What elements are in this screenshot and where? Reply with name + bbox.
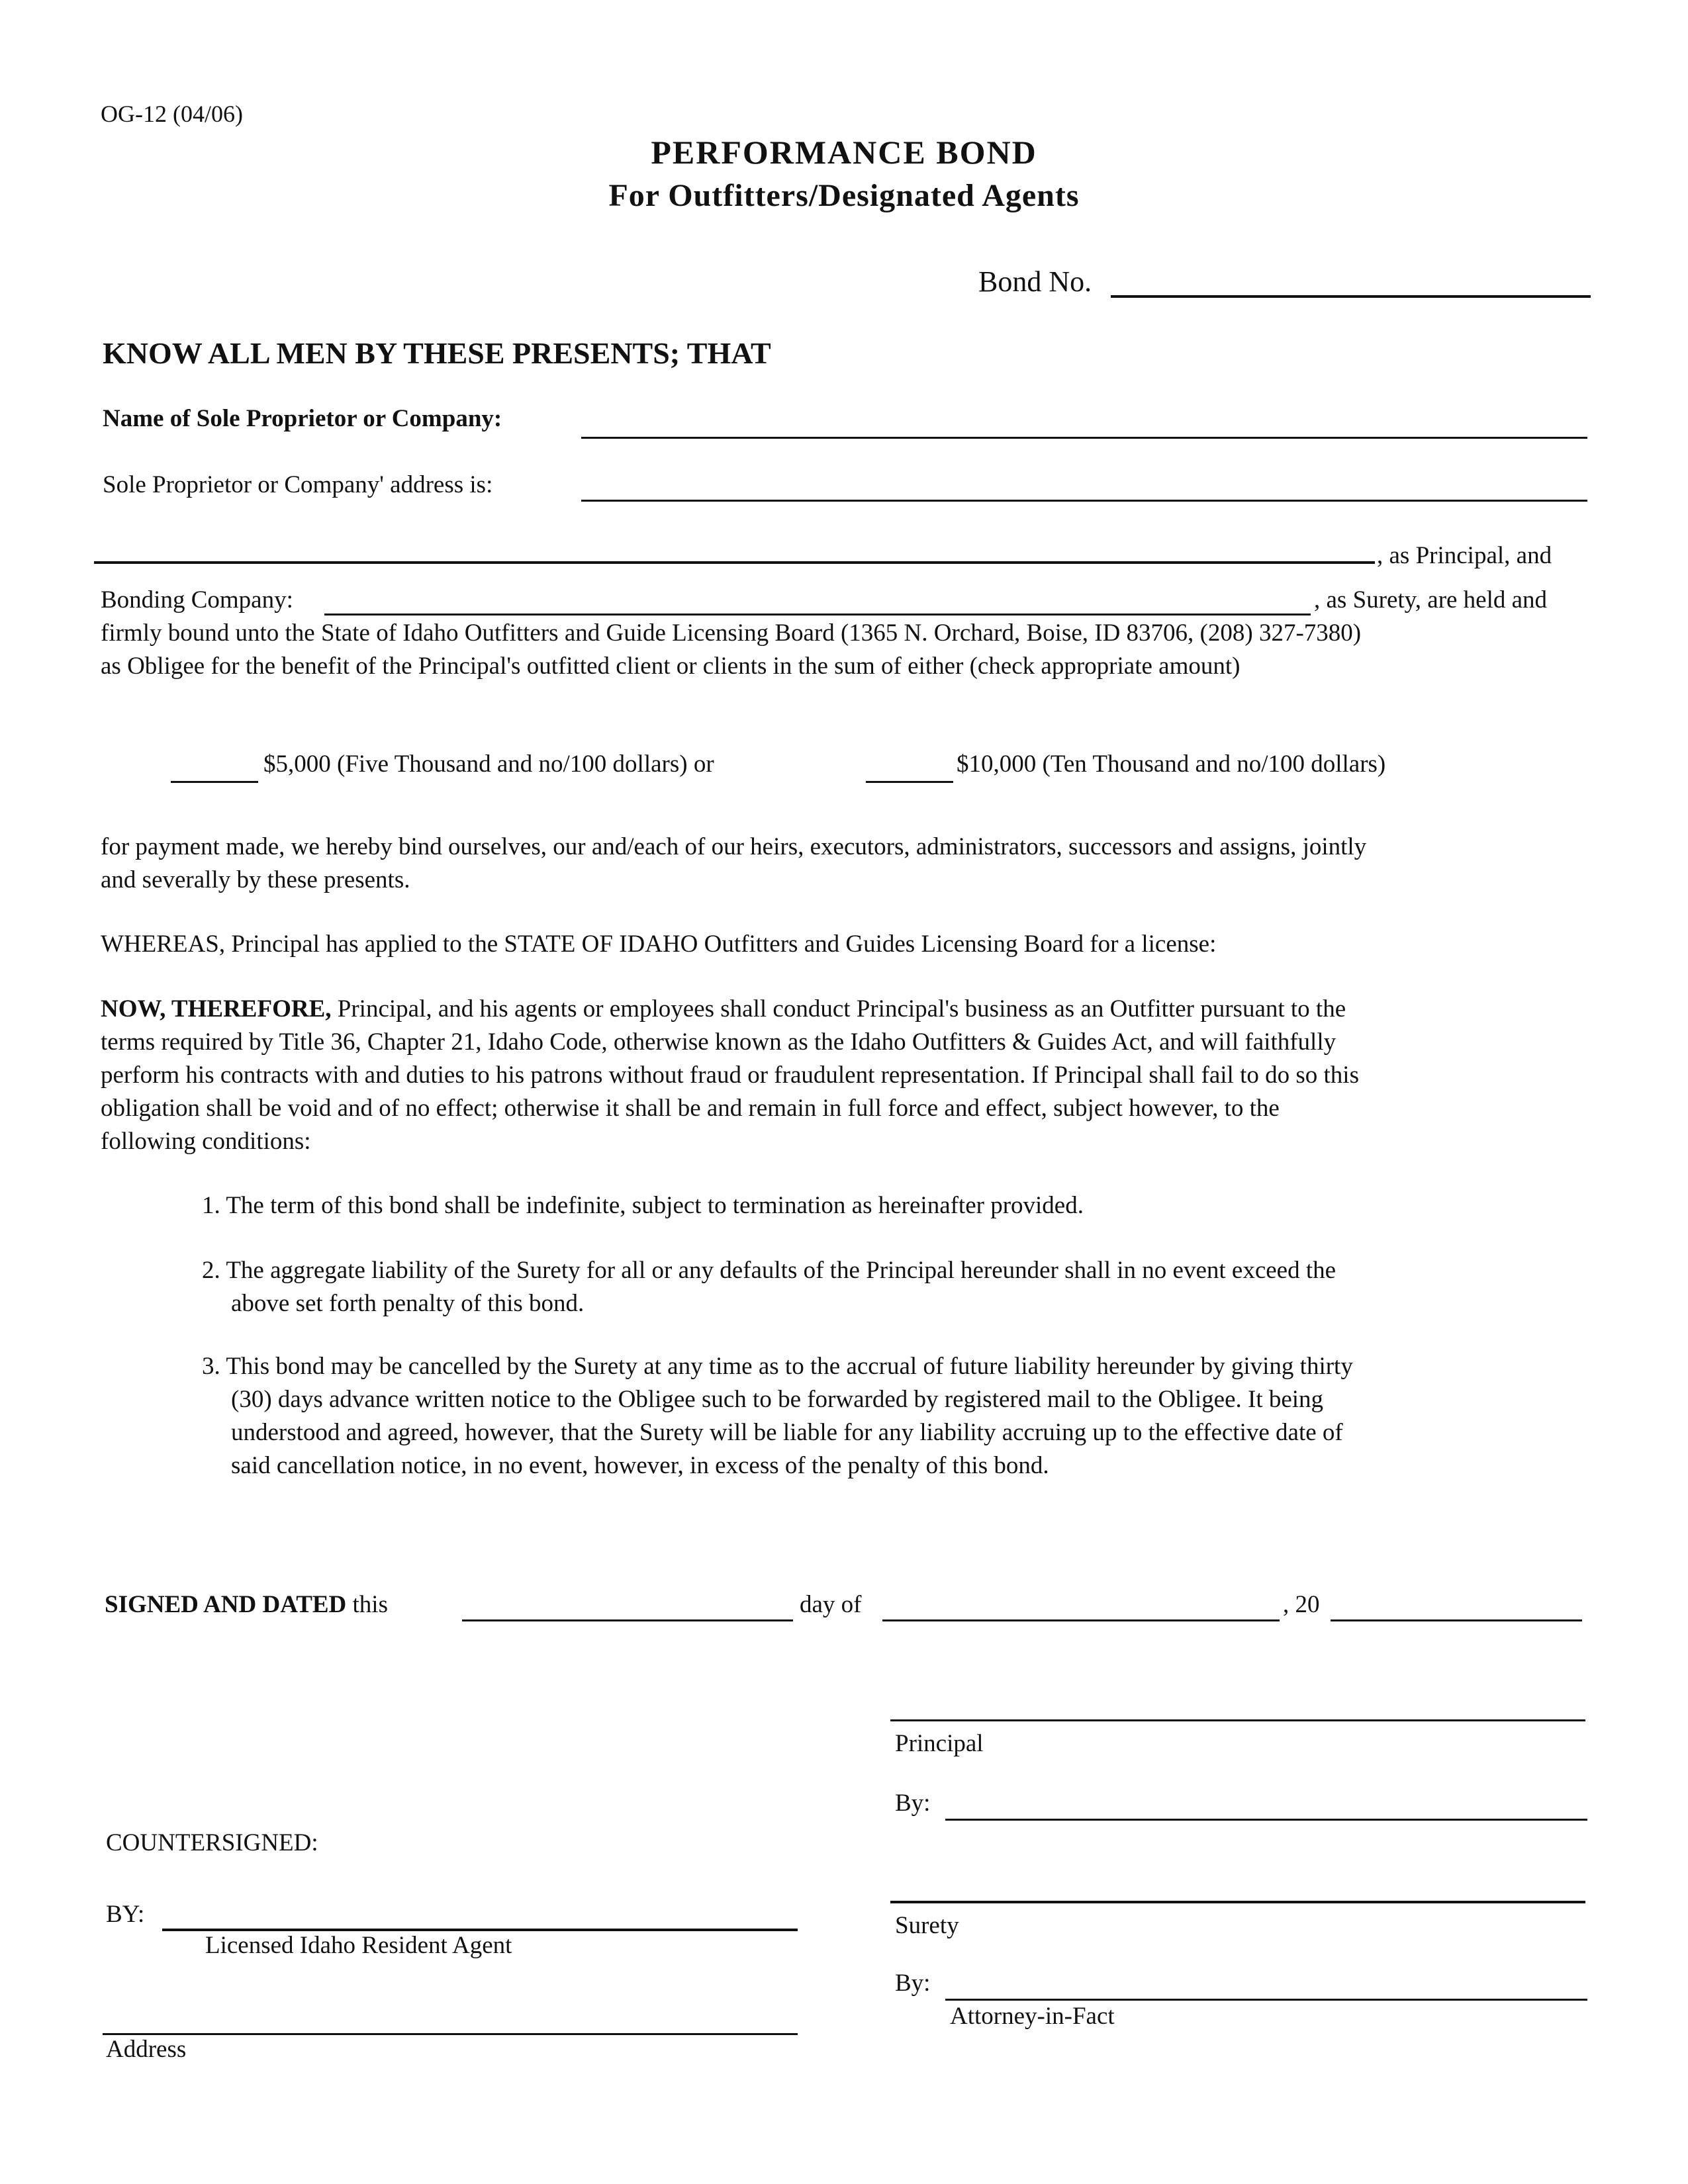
- page-title: PERFORMANCE BOND: [651, 134, 1037, 171]
- condition-line: above set forth penalty of this bond.: [231, 1290, 585, 1317]
- condition-line: understood and agreed, however, that the Surety will be liable for any liability accruing up to the effective date of: [231, 1419, 1343, 1446]
- agent-label: Licensed Idaho Resident Agent: [205, 1932, 512, 1959]
- year-field[interactable]: [1331, 1619, 1582, 1621]
- name-label: Name of Sole Proprietor or Company:: [103, 405, 502, 432]
- countersigned-by-label: BY:: [106, 1901, 145, 1928]
- payment-line: and severally by these presents.: [101, 866, 410, 893]
- page-subtitle: For Outfitters/Designated Agents: [608, 178, 1080, 213]
- now-therefore-line: Principal, and his agents or employees shall conduct Principal's business as an Outfitter pursuant to the: [331, 995, 1346, 1023]
- year-prefix: , 20: [1283, 1591, 1320, 1618]
- condition-1: [202, 1189, 1084, 1222]
- bond-no-label: Bond No.: [978, 265, 1092, 298]
- obligee-line: as Obligee for the benefit of the Principal's outfitted client or clients in the sum of either (check appropriate amount): [101, 653, 1241, 680]
- agent-address-field[interactable]: [103, 2033, 798, 2035]
- address-field-2[interactable]: [94, 561, 1375, 564]
- whereas-line: WHEREAS, Principal has applied to the STATE OF IDAHO Outfitters and Guides Licensing Board for a license:: [101, 931, 1217, 958]
- payment-paragraph: [101, 831, 1366, 897]
- now-therefore-bold: NOW, THEREFORE,: [101, 995, 332, 1023]
- now-therefore-line: perform his contracts with and duties to his patrons without fraud or fraudulent representation. If Principal shall fail to do so this: [101, 1062, 1359, 1089]
- condition-2: [202, 1254, 1336, 1320]
- surety-label: Surety: [895, 1912, 959, 1939]
- condition-3: [202, 1350, 1353, 1482]
- now-therefore-line: following conditions:: [101, 1128, 311, 1155]
- bond-no-field[interactable]: [1111, 295, 1591, 298]
- surety-signature-line[interactable]: [890, 1901, 1585, 1903]
- signed-dated-bold: SIGNED AND DATED: [105, 1591, 347, 1618]
- amount-10000-label: $10,000 (Ten Thousand and no/100 dollars): [957, 751, 1386, 778]
- condition-line: 1. The term of this bond shall be indefinite, subject to termination as hereinafter provided.: [202, 1192, 1084, 1219]
- amount-5000-checkbox[interactable]: [171, 781, 258, 783]
- address-caption: Address: [106, 2036, 187, 2063]
- amount-5000-label: $5,000 (Five Thousand and no/100 dollars) or: [263, 751, 714, 778]
- day-field[interactable]: [462, 1619, 793, 1621]
- now-therefore-line: obligation shall be void and of no effect; otherwise it shall be and remain in full force and effect, subject however, to the: [101, 1095, 1280, 1122]
- now-therefore-paragraph: [101, 993, 1359, 1158]
- condition-line: said cancellation notice, in no event, however, in excess of the penalty of this bond.: [231, 1452, 1049, 1479]
- bonding-company-label: Bonding Company:: [101, 586, 293, 614]
- condition-line: 3. This bond may be cancelled by the Surety at any time as to the accrual of future liability hereunder by giving thirty: [202, 1353, 1353, 1380]
- countersigned-label: COUNTERSIGNED:: [106, 1829, 318, 1856]
- whereas-paragraph: [101, 928, 1216, 961]
- signed-dated-line: [105, 1588, 388, 1621]
- as-principal-text: , as Principal, and: [1377, 542, 1552, 569]
- name-field[interactable]: [581, 437, 1587, 439]
- condition-line: 2. The aggregate liability of the Surety for all or any defaults of the Principal hereunder shall in no event exceed the: [202, 1257, 1336, 1284]
- address-label: Sole Proprietor or Company' address is:: [103, 471, 493, 498]
- principal-label: Principal: [895, 1730, 984, 1757]
- condition-line: (30) days advance written notice to the Obligee such to be forwarded by registered mail to the Obligee. It being: [231, 1386, 1324, 1413]
- know-all-heading: KNOW ALL MEN BY THESE PRESENTS; THAT: [103, 336, 771, 370]
- month-field[interactable]: [882, 1619, 1280, 1621]
- principal-signature-line[interactable]: [890, 1719, 1585, 1721]
- obligee-paragraph: [101, 617, 1361, 683]
- principal-by-field[interactable]: [945, 1819, 1587, 1821]
- bonding-company-field[interactable]: [324, 614, 1311, 615]
- day-of-label: day of: [800, 1591, 862, 1618]
- now-therefore-line: terms required by Title 36, Chapter 21, Idaho Code, otherwise known as the Idaho Outfitters & Guides Act, and will faithfully: [101, 1028, 1336, 1056]
- obligee-line: firmly bound unto the State of Idaho Outfitters and Guide Licensing Board (1365 N. Orchard, Boise, ID 83706, (208) 327-7380): [101, 619, 1362, 647]
- form-id: OG-12 (04/06): [101, 101, 243, 127]
- principal-by-label: By:: [895, 1790, 931, 1817]
- payment-line: for payment made, we hereby bind ourselves, our and/each of our heirs, executors, administrators, successors and assigns, jointly: [101, 833, 1367, 860]
- attorney-label: Attorney-in-Fact: [950, 2003, 1115, 2030]
- as-surety-text: , as Surety, are held and: [1314, 586, 1548, 614]
- amount-10000-checkbox[interactable]: [866, 781, 953, 783]
- signed-this: this: [352, 1591, 388, 1618]
- address-field[interactable]: [581, 500, 1587, 502]
- surety-by-label: By:: [895, 1970, 931, 1997]
